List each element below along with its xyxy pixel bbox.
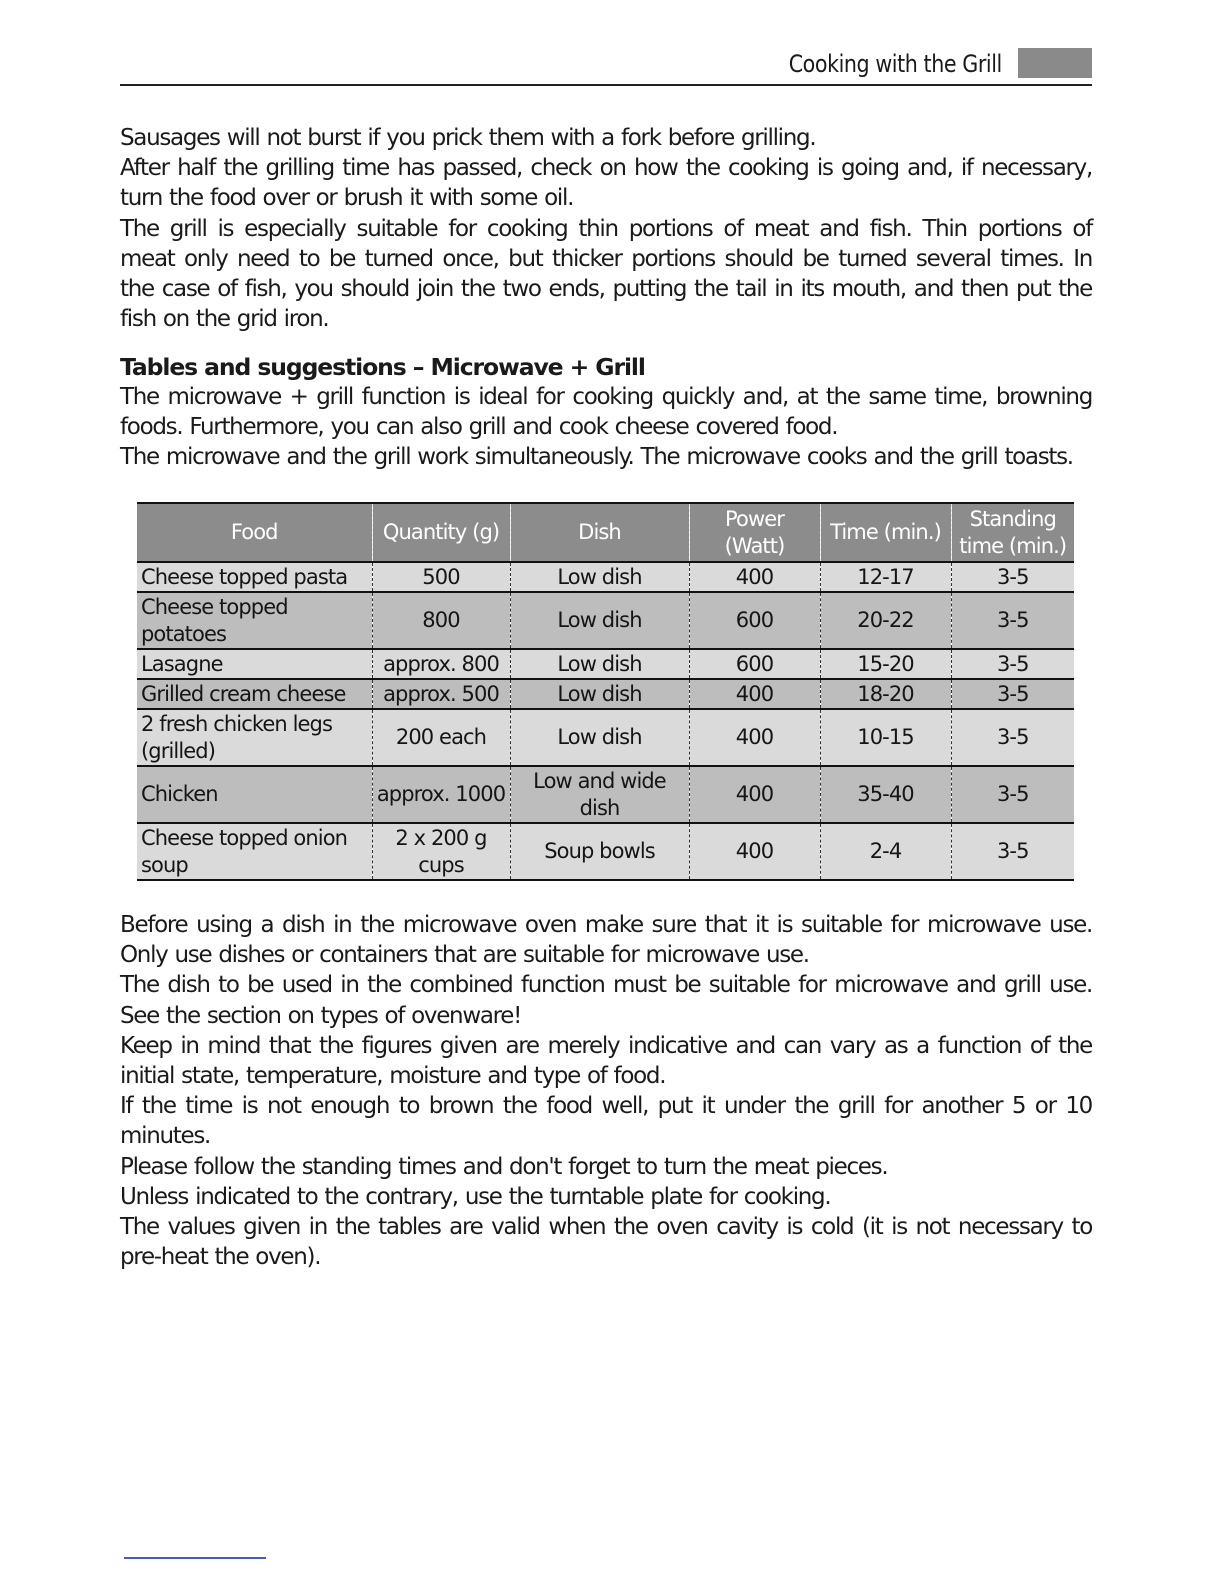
- cell-dish: Low and wide dish: [510, 766, 689, 823]
- cell-time: 20-22: [820, 592, 951, 649]
- column-header-time: Time (min.): [820, 503, 951, 562]
- cell-standing-time: 3-5: [951, 649, 1074, 679]
- cell-power: 400: [689, 766, 820, 823]
- paragraph: Please follow the standing times and don't forget to turn the meat pieces.: [120, 1153, 888, 1180]
- table-row: [137, 823, 1074, 880]
- microwave-grill-section: [120, 352, 1092, 473]
- cell-dish: Low dish: [510, 592, 689, 649]
- paragraph: The microwave + grill function is ideal for cooking quickly and, at the same time, browning foods. Furthermore, you can also grill and cook cheese covered food.: [120, 384, 1092, 441]
- cell-power: 400: [689, 562, 820, 592]
- paragraph: The dish to be used in the combined function must be suitable for microwave and grill use. See the section on types of ovenware!: [120, 972, 1092, 1029]
- cell-standing-time: 3-5: [951, 592, 1074, 649]
- section-heading: Tables and suggestions – Microwave + Grill: [120, 353, 645, 381]
- cell-power: 600: [689, 592, 820, 649]
- paragraph: Before using a dish in the microwave oven make sure that it is suitable for microwave use. Only use dishes or containers that are suitable for microwave use.: [120, 912, 1092, 969]
- cell-quantity: approx. 500: [372, 679, 510, 709]
- column-header-standing-time: Standing time (min.): [951, 503, 1074, 562]
- paragraph: The microwave and the grill work simultaneously. The microwave cooks and the grill toasts.: [120, 444, 1073, 471]
- cooking-table: [137, 502, 1074, 881]
- page-header: [120, 44, 1092, 86]
- table-row: [137, 562, 1074, 592]
- cell-food: Lasagne: [141, 651, 223, 676]
- cell-quantity: approx. 1000: [372, 766, 510, 823]
- footer-rule: [124, 1557, 266, 1559]
- cell-standing-time: 3-5: [951, 679, 1074, 709]
- cell-standing-time: 3-5: [951, 562, 1074, 592]
- column-header-dish: Dish: [510, 503, 689, 562]
- cell-dish: Soup bowls: [510, 823, 689, 880]
- cell-quantity: approx. 800: [372, 649, 510, 679]
- paragraph: Keep in mind that the figures given are merely indicative and can vary as a function of the initial state, temperature, moisture and type of food.: [120, 1032, 1092, 1090]
- cell-dish: Low dish: [510, 649, 689, 679]
- notes-text: [120, 910, 1092, 1272]
- cell-food: Cheese topped onion soup: [141, 825, 348, 877]
- cell-food: Chicken: [141, 782, 218, 806]
- cell-standing-time: 3-5: [951, 823, 1074, 880]
- cell-time: 12-17: [820, 562, 951, 592]
- paragraph: If the time is not enough to brown the food well, put it under the grill for another 5 or 10 minutes.: [120, 1093, 1092, 1150]
- cell-food: Grilled cream cheese: [141, 681, 346, 706]
- intro-text: [120, 123, 1092, 334]
- cell-power: 400: [689, 709, 820, 766]
- cell-power: 400: [689, 679, 820, 709]
- paragraph: Unless indicated to the contrary, use the turntable plate for cooking.: [120, 1183, 831, 1210]
- cell-dish: Low dish: [510, 562, 689, 592]
- table-row: [137, 649, 1074, 679]
- cell-quantity: 2 x 200 g cups: [372, 823, 510, 880]
- cell-food: Cheese topped potatoes: [141, 594, 288, 646]
- table-header-row: [137, 503, 1074, 562]
- column-header-power: Power (Watt): [689, 503, 820, 562]
- cell-quantity: 500: [372, 562, 510, 592]
- cell-power: 400: [689, 823, 820, 880]
- cell-time: 10-15: [820, 709, 951, 766]
- paragraph: After half the grilling time has passed, check on how the cooking is going and, if necessary, turn the food over or brush it with some oil.: [120, 155, 1092, 212]
- page-title: Cooking with the Grill: [788, 50, 1002, 78]
- paragraph: Sausages will not burst if you prick them with a fork before grilling.: [120, 125, 816, 151]
- header-marker: [1018, 48, 1092, 78]
- paragraph: The values given in the tables are valid when the oven cavity is cold (it is not necessary to pre-heat the oven).: [120, 1214, 1092, 1271]
- cell-time: 15-20: [820, 649, 951, 679]
- cell-food: 2 fresh chicken legs (grilled): [141, 711, 333, 763]
- cell-power: 600: [689, 649, 820, 679]
- table-row: [137, 766, 1074, 823]
- table-row: [137, 709, 1074, 766]
- cell-dish: Low dish: [510, 709, 689, 766]
- column-header-quantity: Quantity (g): [372, 503, 510, 562]
- column-header-food: Food: [230, 520, 278, 544]
- cooking-table-container: [137, 502, 1074, 881]
- cell-time: 35-40: [820, 766, 951, 823]
- cell-time: 2-4: [820, 823, 951, 880]
- cell-time: 18-20: [820, 679, 951, 709]
- table-row: [137, 679, 1074, 709]
- cell-standing-time: 3-5: [951, 709, 1074, 766]
- cell-food: Cheese topped pasta: [141, 564, 348, 589]
- cell-quantity: 200 each: [372, 709, 510, 766]
- cell-standing-time: 3-5: [951, 766, 1074, 823]
- cell-dish: Low dish: [510, 679, 689, 709]
- cell-quantity: 800: [372, 592, 510, 649]
- paragraph: The grill is especially suitable for cooking thin portions of meat and fish. Thin portions of meat only need to be turned once, but thicker portions should be turned several times. In the case of fish, you should join the two ends, putting the tail in its mouth, and then put the fish on the grid iron.: [120, 215, 1092, 333]
- table-row: [137, 592, 1074, 649]
